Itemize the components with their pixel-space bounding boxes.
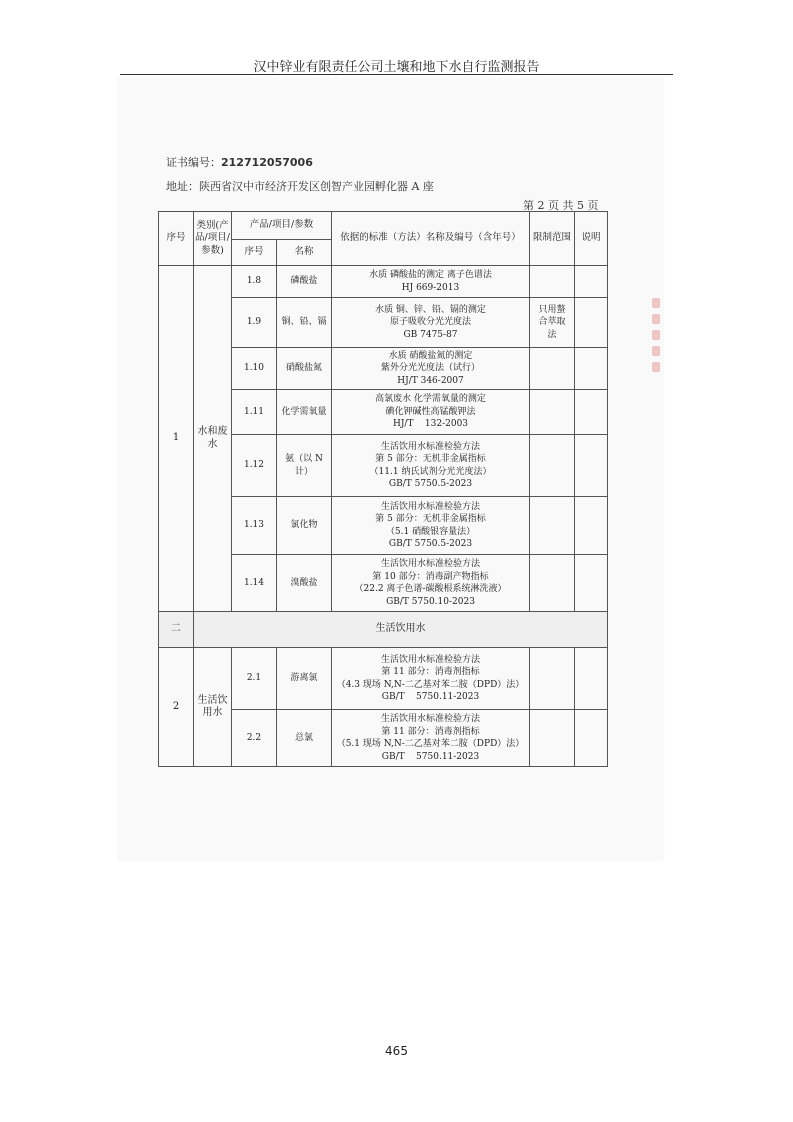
header-divider (120, 74, 673, 75)
row-note (575, 348, 608, 390)
group1-category: 水和废水 (194, 266, 232, 612)
row-no: 2.1 (232, 648, 277, 710)
row-limit (530, 266, 575, 298)
row-no: 1.10 (232, 348, 277, 390)
seal-stamp-fragment (652, 292, 663, 402)
header-standard: 依据的标准（方法）名称及编号（含年号） (332, 212, 530, 266)
row-standard: 高氯废水 化学需氧量的测定 碘化钾碱性高锰酸钾法 HJ/T 132-2003 (332, 390, 530, 435)
row-name: 游离氯 (277, 648, 332, 710)
row-note (575, 497, 608, 555)
row-name: 溴酸盐 (277, 555, 332, 612)
row-name: 总氯 (277, 710, 332, 767)
row-name: 磷酸盐 (277, 266, 332, 298)
header-note: 说明 (575, 212, 608, 266)
row-note (575, 648, 608, 710)
cert-label: 证书编号： (166, 156, 221, 169)
row-standard: 水质 磷酸盐的测定 离子色谱法 HJ 669-2013 (332, 266, 530, 298)
row-limit (530, 497, 575, 555)
row-standard: 生活饮用水标准检验方法 第 5 部分：无机非金属指标 （5.1 硝酸银容量法） GB/T 5750.5-2023 (332, 497, 530, 555)
row-note (575, 266, 608, 298)
row-name: 铜、铅、镉 (277, 298, 332, 348)
report-header-title: 汉中锌业有限责任公司土壤和地下水自行监测报告 (253, 60, 540, 75)
row-no: 1.14 (232, 555, 277, 612)
header-name: 名称 (277, 240, 332, 266)
row-name: 氯化物 (277, 497, 332, 555)
row-note (575, 555, 608, 612)
group2-seq: 2 (159, 648, 194, 767)
page-info: 第 2 页 共 5 页 (523, 199, 599, 212)
row-no: 1.8 (232, 266, 277, 298)
row-limit (530, 710, 575, 767)
row-no: 1.12 (232, 435, 277, 497)
row-note (575, 298, 608, 348)
section2-seq: 二 (159, 612, 194, 648)
certificate-number (166, 154, 313, 170)
row-name: 氨（以 N 计） (277, 435, 332, 497)
row-limit (530, 555, 575, 612)
header-sub-seq: 序号 (232, 240, 277, 266)
section2-title: 生活饮用水 (194, 612, 608, 648)
row-limit (530, 348, 575, 390)
row-standard: 生活饮用水标准检验方法 第 11 部分：消毒剂指标 （5.1 现场 N,N-二乙基对苯二胺（DPD）法） GB/T 5750.11-2023 (332, 710, 530, 767)
row-standard: 生活饮用水标准检验方法 第 10 部分：消毒副产物指标 （22.2 离子色谱-碳酸根系统淋洗液） GB/T 5750.10-2023 (332, 555, 530, 612)
page-number: 465 (385, 1044, 408, 1058)
row-standard: 生活饮用水标准检验方法 第 11 部分：消毒剂指标 （4.3 现场 N,N-二乙基对苯二胺（DPD）法） GB/T 5750.11-2023 (332, 648, 530, 710)
row-standard: 生活饮用水标准检验方法 第 5 部分：无机非金属指标 （11.1 纳氏试剂分光光度法） GB/T 5750.5-2023 (332, 435, 530, 497)
row-limit (530, 648, 575, 710)
group1-seq: 1 (159, 266, 194, 612)
cert-number-value: 212712057006 (221, 156, 313, 169)
group2-category: 生活饮用水 (194, 648, 232, 767)
header-limit: 限制范围 (530, 212, 575, 266)
address-line: 地址：陕西省汉中市经济开发区创智产业园孵化器 A 座 (166, 180, 434, 193)
accreditation-table (158, 211, 608, 767)
table-row (159, 648, 608, 710)
row-standard: 水质 铜、锌、铅、镉的测定 原子吸收分光光度法 GB 7475-87 (332, 298, 530, 348)
row-note (575, 710, 608, 767)
table-row (159, 266, 608, 298)
header-product-group: 产品/项目/参数 (232, 212, 332, 240)
header-category: 类别(产品/项目/参数) (194, 212, 232, 266)
row-name: 硝酸盐氮 (277, 348, 332, 390)
row-limit (530, 390, 575, 435)
row-name: 化学需氧量 (277, 390, 332, 435)
row-no: 1.13 (232, 497, 277, 555)
row-note (575, 435, 608, 497)
header-seq: 序号 (159, 212, 194, 266)
row-no: 1.9 (232, 298, 277, 348)
row-no: 1.11 (232, 390, 277, 435)
row-standard: 水质 硝酸盐氮的测定 紫外分光光度法（试行） HJ/T 346-2007 (332, 348, 530, 390)
row-note (575, 390, 608, 435)
row-no: 2.2 (232, 710, 277, 767)
row-limit (530, 435, 575, 497)
section-row (159, 612, 608, 648)
row-limit: 只用螯合萃取法 (530, 298, 575, 348)
